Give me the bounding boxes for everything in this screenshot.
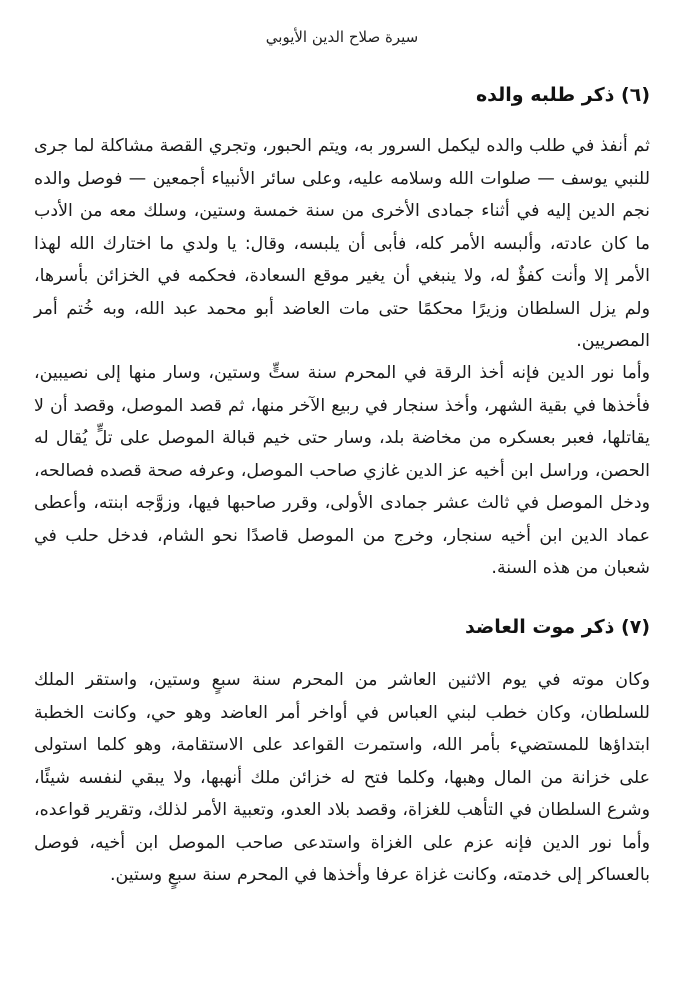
paragraph: وكان موته في يوم الاثنين العاشر من المحرم سنة سبعٍ وستين، واستقر الملك للسلطان، وكان خطب لبني العباس في أواخر أمر العاضد وهو حي، وكانت الخطبة ابتداؤها للمستضيء بأمر الله، واستمرت القواعد على الاستقامة، وهو كلما استولى على خزانة من المال وهبها، وكلما فتح له خزائن ملك أنهبها، ولا يبقي لنفسه شيئًا، وشرع السلطان في التأهب للغزاة، وقصد بلاد العدو، وتعبية الأمر لذلك، وتقرير قواعده، وأما نور الدين فإنه عزم على الغزاة واستدعى صاحب الموصل ابن أخيه، فوصل بالعساكر إلى خدمته، وكانت غزاة عرفا وأخذها في المحرم سنة سبعٍ وستين. — [34, 670, 650, 885]
paragraph: وأما نور الدين فإنه أخذ الرقة في المحرم سنة ستٍّ وستين، وسار منها إلى نصيبين، فأخذها في بقية الشهر، وأخذ سنجار في ربيع الآخر منها، ثم قصد الموصل، وقصد أن لا يقاتلها، فعبر بعسكره من مخاضة بلد، وسار حتى خيم قبالة الموصل على تلٍّ يُقال له الحصن، وراسل ابن أخيه عز الدين غازي صاحب الموصل، وعرفه صحة قصده فصالحه، ودخل الموصل في ثالث عشر جمادى الأولى، وقرر صاحبها فيها، وزوَّجه ابنته، وأعطى عماد الدين ابن أخيه سنجار، وخرج من الموصل قاصدًا نحو الشام، فدخل حلب في شعبان من هذه السنة. — [34, 363, 650, 578]
running-header: سيرة صلاح الدين الأيوبي — [265, 28, 419, 46]
section-heading: (٦) ذكر طلبه والده — [475, 84, 650, 106]
section-heading: (٧) ذكر موت العاضد — [464, 616, 650, 638]
paragraph: ثم أنفذ في طلب والده ليكمل السرور به، ويتم الحبور، وتجري القصة مشاكلة لما جرى للنبي يوسف — صلوات الله وسلامه عليه، وعلى سائر الأنبياء أجمعين — فوصل والده نجم الدين إليه في أثناء جمادى الأخرى من سنة خمسة وستين، وسلك معه من الأدب ما كان عادته، وألبسه الأمر كله، فأبى أن يلبسه، وقال: يا ولدي ما اختارك الله لهذا الأمر إلا وأنت كفؤٌ له، ولا ينبغي أن يغير موقع السعادة، فحكمه في الخزائن بأسرها، ولم يزل السلطان وزيرًا محكمًا حتى مات العاضد أبو محمد عبد الله، وبه خُتم أمر المصريين. — [34, 136, 650, 351]
